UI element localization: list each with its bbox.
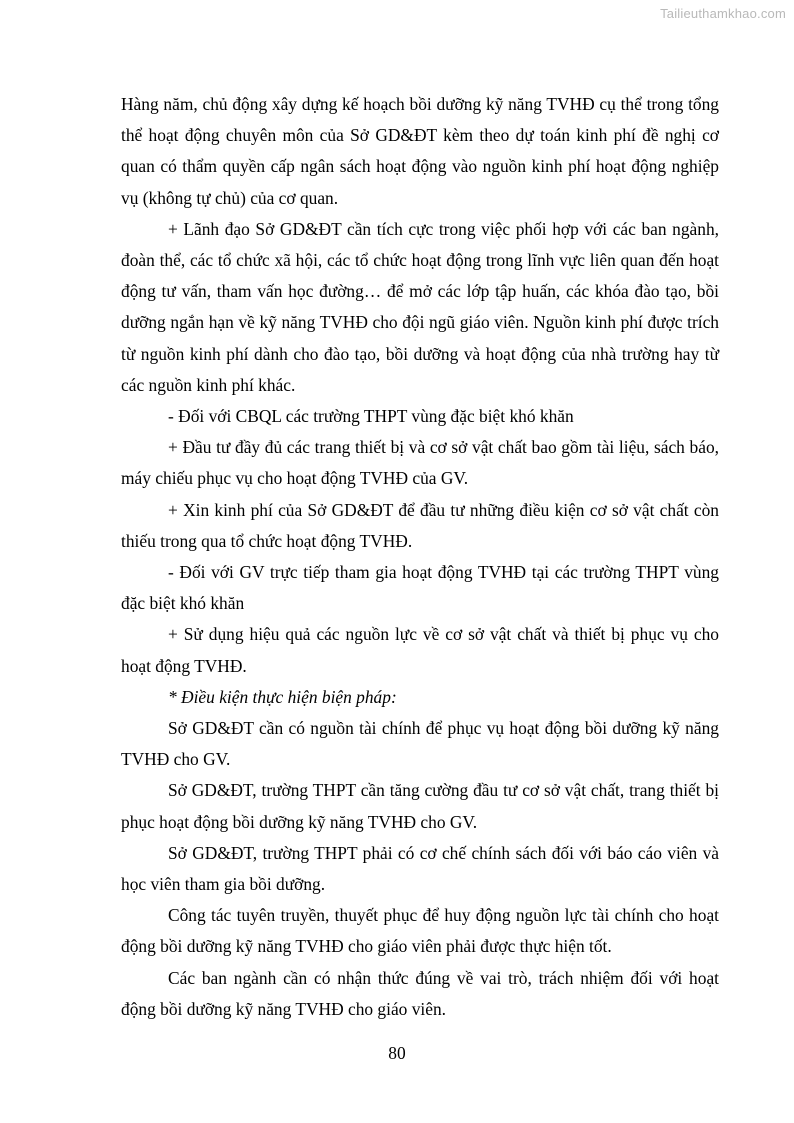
paragraph-5: + Xin kinh phí của Sở GD&ĐT để đầu tư những điều kiện cơ sở vật chất còn thiếu trong qua tổ chức hoạt động TVHĐ.	[121, 499, 719, 551]
paragraph-10: Sở GD&ĐT, trường THPT cần tăng cường đầu tư cơ sở vật chất, trang thiết bị phục hoạt động bồi dưỡng kỹ năng TVHĐ cho GV.	[121, 780, 719, 832]
paragraph-2: + Lãnh đạo Sở GD&ĐT cần tích cực trong việc phối hợp với các ban ngành, đoàn thể, các tổ chức xã hội, các tổ chức hoạt động trong lĩnh vực liên quan đến hoạt động tư vấn, tham vấn học đường… để mở các lớp tập huấn, các khóa đào tạo, bồi dưỡng ngắn hạn về kỹ năng TVHĐ cho đội ngũ giáo viên. Nguồn kinh phí được trích từ nguồn kinh phí dành cho đào tạo, bồi dưỡng và hoạt động của nhà trường hay từ các nguồn kinh phí khác.	[121, 218, 719, 395]
paragraph-6: - Đối với GV trực tiếp tham gia hoạt động TVHĐ tại các trường THPT vùng đặc biệt khó khăn	[121, 562, 719, 614]
paragraph-11: Sở GD&ĐT, trường THPT phải có cơ chế chính sách đối với báo cáo viên và học viên tham gia bồi dưỡng.	[121, 842, 719, 895]
document-body	[121, 89, 719, 1025]
watermark: Tailieuthamkhao.com	[660, 6, 786, 21]
paragraph-9: Sở GD&ĐT cần có nguồn tài chính để phục vụ hoạt động bồi dưỡng kỹ năng TVHĐ cho GV.	[121, 718, 719, 770]
section-heading-conditions: * Điều kiện thực hiện biện pháp:	[168, 686, 397, 707]
paragraph-4: + Đầu tư đầy đủ các trang thiết bị và cơ sở vật chất bao gồm tài liệu, sách báo, máy chiếu phục vụ cho hoạt động TVHĐ của GV.	[121, 437, 719, 489]
paragraph-7: + Sử dụng hiệu quả các nguồn lực về cơ sở vật chất và thiết bị phục vụ cho hoạt động TVHĐ.	[121, 624, 719, 676]
paragraph-12: Công tác tuyên truyền, thuyết phục để huy động nguồn lực tài chính cho hoạt động bồi dưỡng kỹ năng TVHĐ cho giáo viên phải được thực hiện tốt.	[121, 905, 719, 957]
page-number: 80	[388, 1043, 406, 1063]
paragraph-1: Hàng năm, chủ động xây dựng kế hoạch bồi dưỡng kỹ năng TVHĐ cụ thể trong tổng thể hoạt động chuyên môn của Sở GD&ĐT kèm theo dự toán kinh phí đề nghị cơ quan có thẩm quyền cấp ngân sách hoạt động vào nguồn kinh phí hoạt động nghiệp vụ (không tự chủ) của cơ quan.	[121, 94, 719, 208]
paragraph-3: - Đối với CBQL các trường THPT vùng đặc biệt khó khăn	[168, 406, 574, 427]
paragraph-13: Các ban ngành cần có nhận thức đúng về vai trò, trách nhiệm đối với hoạt động bồi dưỡng kỹ năng TVHĐ cho giáo viên.	[121, 967, 719, 1019]
